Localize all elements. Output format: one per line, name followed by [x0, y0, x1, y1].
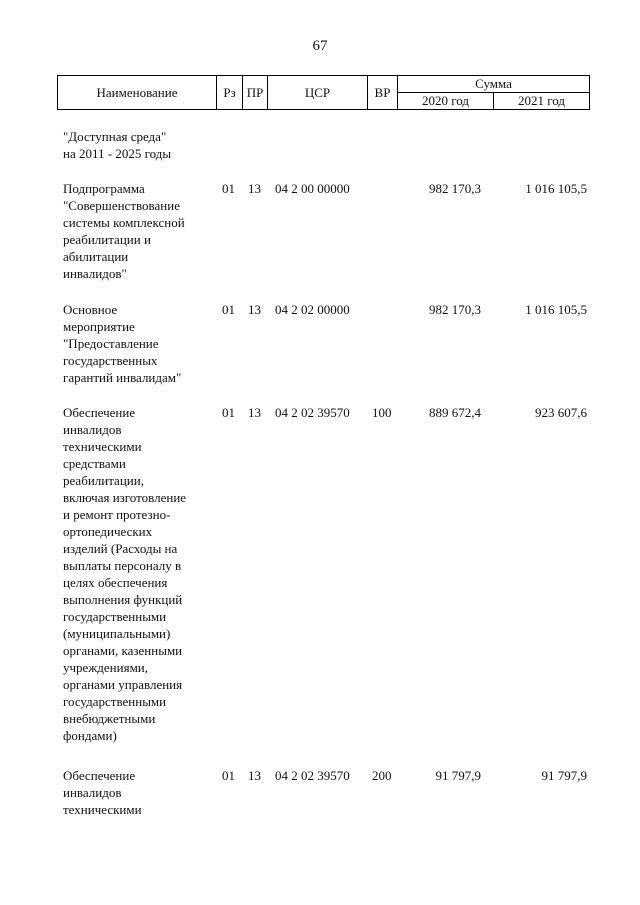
header-vr: ВР — [368, 76, 398, 110]
row-pr: 13 — [248, 181, 261, 196]
row-pr: 13 — [248, 405, 261, 420]
row-sum-2020: 91 797,9 — [435, 768, 481, 783]
header-rz: Рз — [217, 76, 243, 110]
row-csr: 04 2 00 00000 — [275, 181, 350, 196]
row-sum-2020: 982 170,3 — [429, 181, 481, 196]
row-name: Подпрограмма "Совершенствование системы комплексной реабилитации и абилитации инвалидов" — [63, 181, 185, 281]
row-name: Основное мероприятие "Предоставление государственных гарантий инвалидам" — [63, 302, 182, 385]
row-rz: 01 — [222, 302, 235, 317]
row-rz: 01 — [222, 768, 235, 783]
row-sum-2021: 1 016 105,5 — [525, 302, 587, 317]
row-rz: 01 — [222, 181, 235, 196]
row-sum-2020: 889 672,4 — [429, 405, 481, 420]
header-year-2020: 2020 год — [398, 93, 494, 110]
row-csr: 04 2 02 39570 — [275, 768, 350, 783]
row-name: "Доступная среда" на 2011 - 2025 годы — [63, 129, 172, 161]
page-number: 67 — [312, 38, 328, 54]
row-sum-2021: 91 797,9 — [541, 768, 587, 783]
row-rz: 01 — [222, 405, 235, 420]
header-year-2021: 2021 год — [494, 93, 590, 110]
row-pr: 13 — [248, 768, 261, 783]
row-csr: 04 2 02 39570 — [275, 405, 350, 420]
header-pr: ПР — [243, 76, 268, 110]
row-vr: 200 — [372, 768, 392, 783]
header-sum: Сумма — [398, 76, 590, 93]
row-name: Обеспечение инвалидов техническими средствами реабилитации, включая изготовление и ремонт протезно- ортопедических изделий (Расходы на выплаты персоналу в целях обеспечения выполнения функций государственными (муниципальными) органами, казенными учреждениями, органами управления государственными внебюджетными фондами) — [63, 405, 187, 743]
row-sum-2020: 982 170,3 — [429, 302, 481, 317]
header-name: Наименование — [58, 76, 217, 110]
table-header — [57, 75, 590, 110]
row-pr: 13 — [248, 302, 261, 317]
row-vr: 100 — [372, 405, 392, 420]
row-sum-2021: 923 607,6 — [535, 405, 587, 420]
header-csr: ЦСР — [268, 76, 368, 110]
row-csr: 04 2 02 00000 — [275, 302, 350, 317]
row-sum-2021: 1 016 105,5 — [525, 181, 587, 196]
row-name: Обеспечение инвалидов техническими — [63, 768, 142, 817]
